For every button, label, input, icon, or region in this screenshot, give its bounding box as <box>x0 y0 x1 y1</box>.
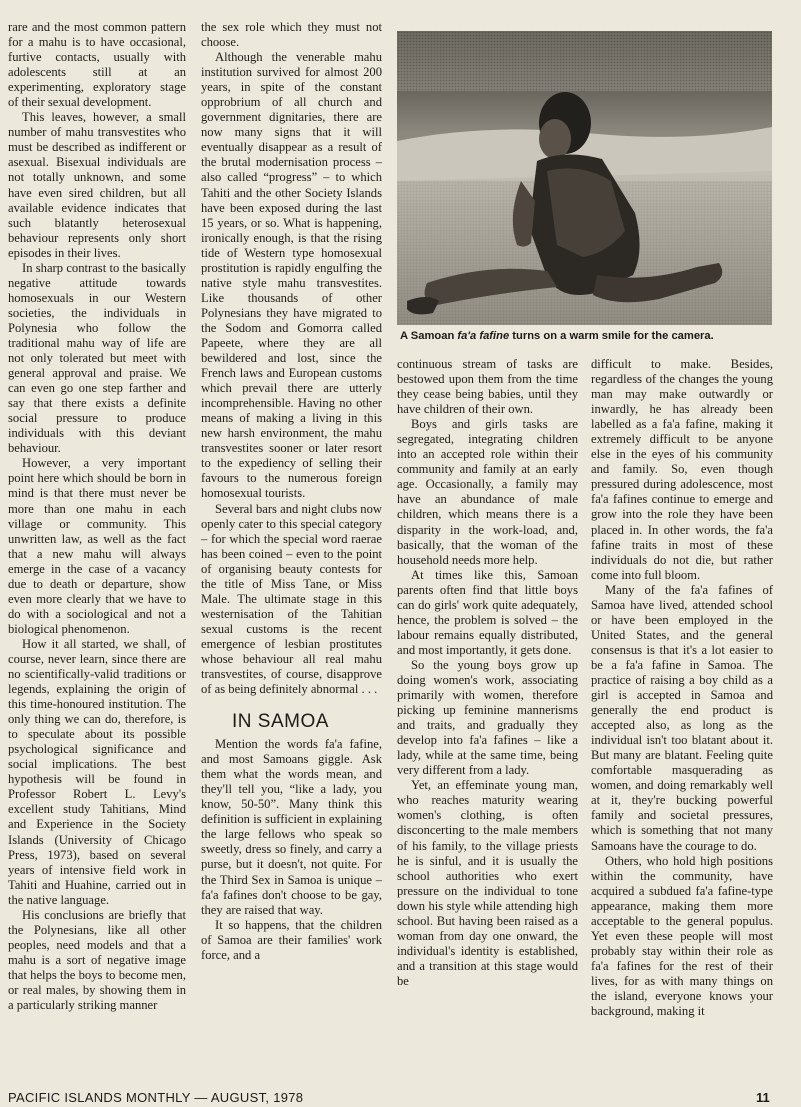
paragraph: Others, who hold high positions within the community, have acquired a subdued fa'a fafine-type appearance, making them more acceptable to the general populus. Yet even these people will most probably stay within their role as fa'a fafines for the rest of their lives, for as with many things on the island, everyone knows your background, making it <box>591 853 773 1019</box>
paragraph: So the young boys grow up doing women's work, associating primarily with women, therefore picking up feminine mannerisms and traits, and gradually they develop into fa'a fafines – like a lady, while at the same time, being very different from a lady. <box>397 657 578 778</box>
column-4 <box>591 357 773 1019</box>
caption-term: fa'a fafine <box>457 330 510 342</box>
paragraph: the sex role which they must not choose. <box>201 20 382 50</box>
caption-text: turns on a warm smile for the camera. <box>509 330 714 342</box>
column-3 <box>397 357 578 989</box>
section-heading: IN SAMOA <box>232 711 329 733</box>
paragraph: Several bars and night clubs now openly cater to this special category – for which the special word raerae has been coined – even to the point of organising beauty contests for the title of Miss Tane, or Miss Male. The ultimate stage in this westernisation of the Tahitian sexual customs is the recent emergence of lesbian prostitutes whose behaviour all real mahu transvestites, of course, disapprove of as being definitely abnormal . . . <box>201 501 382 697</box>
paragraph: continuous stream of tasks are bestowed upon them from the time they cease being babies, until they have children of their own. <box>397 357 578 417</box>
paragraph: It so happens, that the children of Samoa are their families' work force, and a <box>201 917 382 962</box>
paragraph: rare and the most common pattern for a mahu is to have occasional, furtive contacts, usually with adolescents still at an experimenting, exploratory stage of their sexual development. <box>8 20 186 110</box>
page-number: 11 <box>756 1090 770 1105</box>
caption-text: A Samoan <box>400 330 458 342</box>
paragraph: At times like this, Samoan parents often find that little boys can do girls' work quite adequately, hence, the problem is solved – the labour remains equally distributed, and most importantly, it gets done. <box>397 567 578 657</box>
paragraph: His conclusions are briefly that the Polynesians, like all other peoples, need models and that a mahu is a sort of negative image that helps the boys to become men, or real males, by showing them in a particularly striking manner <box>8 907 186 1013</box>
paragraph: In sharp contrast to the basically negative attitude towards homosexuals in our Western societies, the individuals in Polynesia who follow the traditional mahu way of life are not only tolerated but meet with general approval and praise. We can even go one step farther and say that there exists a definite social pressure to produce individuals with this deviant behaviour. <box>8 260 186 456</box>
paragraph: Many of the fa'a fafines of Samoa have lived, attended school or have been employed in the United States, and the general consensus is that it's a lot easier to be a fa'a fafine in Samoa. The practice of raising a boy child as a girl is accepted in Samoa and generally the end product is accepted also, as long as the individual isn't too blatant about it. But many are blatant. Feeling quite comfortable masquerading as women, and doing remarkably well at it, they're bucking powerful family and societal pressures, which is something that not many Samoans have the courage to do. <box>591 582 773 853</box>
paragraph: However, a very important point here which should be born in mind is that there must never be more than one mahu in each village or community. This unwritten law, as well as the fact that a new mahu will always emerge in the case of a vacancy due to death or departure, show even more clearly that we have to do with a sociological and not a biological phenomenon. <box>8 456 186 636</box>
paragraph: How it all started, we shall, of course, never learn, since there are no scientifically-valid traditions or legends, explaining the origin of this time-honoured institution. The only thing we can do, therefore, is to speculate about its possible psychological significance and social implications. The best hypothesis will be found in Professor Robert L. Levy's excellent study Tahitians, Mind and Experience in the Society Islands (University of Chicago Press, 1973), based on several years of intensive field work in Tahiti and Huahine, carried out in the native language. <box>8 636 186 907</box>
paragraph: Although the venerable mahu institution survived for almost 200 years, in spite of the constant opprobrium of all church and government dignitaries, there are now many signs that it will eventually disappear as a result of the brutal modernisation process – also called “progress” – to which Tahiti and the other Society Islands have been exposed during the last 15 years, or so. What is happening, ironically enough, is that the rising tide of Western type homosexual prostitution is rapidly engulfing the native style mahu transvestites. Like thousands of other Polynesians they have migrated to the Sodom and Gomorra called Papeete, where they are all bewildered and lost, since the French laws and European customs which prevail there are utterly incomprehensible. Having no other means of making a living in this new harsh environment, the mahu transvestites sooner or later resort to the expediency of selling their favours to the numerous foreign homosexual tourists. <box>201 50 382 501</box>
footer-publication: PACIFIC ISLANDS MONTHLY — AUGUST, 1978 <box>8 1090 304 1105</box>
photo <box>397 31 772 325</box>
paragraph: Yet, an effeminate young man, who reaches maturity wearing women's clothing, is often disconcerting to the male members of his family, to the village priests he is sinful, and it is usually the school authorities who exert pressure on the individual to tone down his style while attending high school. But having been raised as a woman from day one onward, the individual's identity is established, and a transition at this stage would be <box>397 778 578 988</box>
paragraph: Boys and girls tasks are segregated, integrating children into an accepted role within their community and family at an early age. Occasionally, a family may have an abundance of male children, which means there is a disparity in the work-load, and, basically, that the woman of the household needs more help. <box>397 417 578 567</box>
column-1 <box>8 20 186 1013</box>
photo-caption <box>400 330 772 342</box>
paragraph: Mention the words fa'a fafine, and most Samoans giggle. Ask them what the words mean, and they'll tell you, “like a lady, you know, 50-50”. Many think this definition is sufficient in explaining the large fellows who speak so sweetly, dress so finely, and carry a purse, but it doesn't, not quite. For the Third Sex in Samoa is unique – fa'a fafines don't choose to be gay, they are raised that way. <box>201 737 382 917</box>
photo-image <box>397 31 772 325</box>
column-2 <box>201 20 382 963</box>
paragraph: difficult to make. Besides, regardless of the changes the young man may make outwardly or inwardly, he has already been labelled as a fa'a fafine, making it extremely difficult to be anyone else in the eyes of his community and family. So, even though pressured during adolescence, most fa'a fafines continue to emerge and grow into the role they have been placed in. In other words, the fa'a fafine traits in most of these individuals do not die, but rather come into full bloom. <box>591 357 773 582</box>
paragraph: This leaves, however, a small number of mahu transvestites who must be described as indifferent or asexual. Bisexual individuals are not totally unknown, and some have even sired children, but all available evidence indicates that such blatantly heterosexual behaviour represents only short episodes in their lives. <box>8 110 186 260</box>
